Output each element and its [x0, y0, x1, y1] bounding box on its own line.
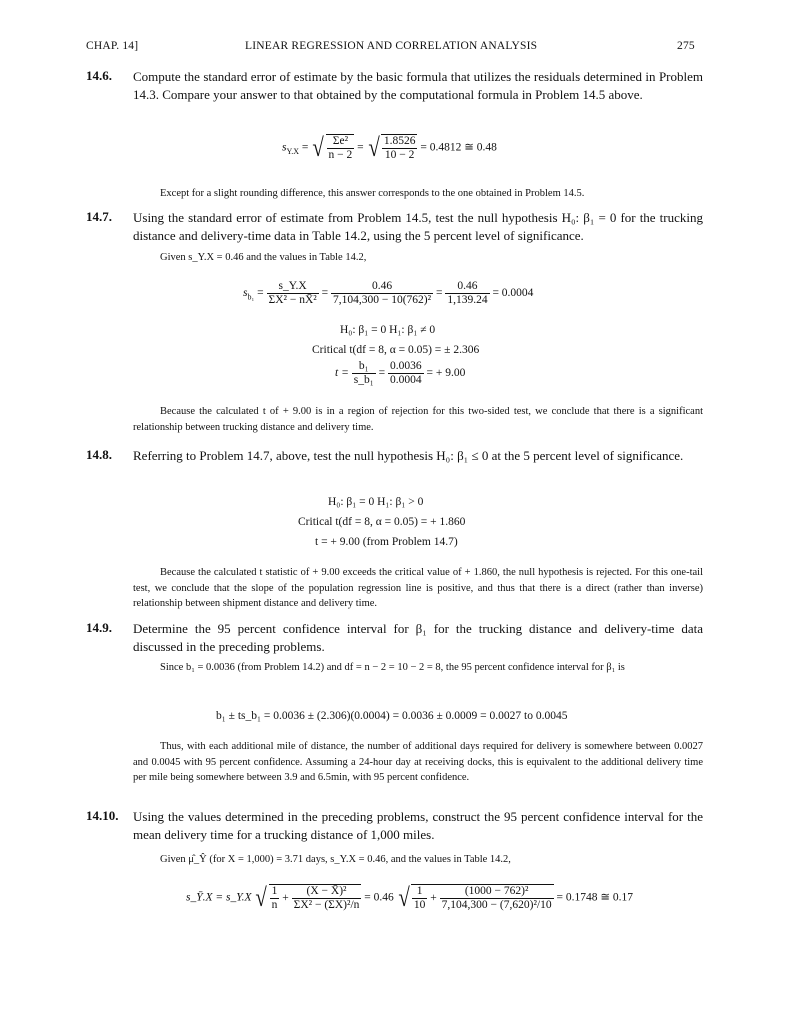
chapter-label: CHAP. 14]: [86, 40, 139, 52]
problem-number: 14.10.: [86, 808, 119, 823]
problem-number: 14.9.: [86, 620, 112, 635]
hypotheses-two-sided: H₀: β₁ = 0 H₁: β₁ ≠ 0: [340, 324, 436, 336]
page-number: 275: [677, 40, 695, 52]
solution-text: Because the calculated t of + 9.00 is in a region of rejection for this two-sided test, we conclude that there is a significant relationship between trucking distance and delivery time.: [133, 406, 703, 433]
problem-text: Compute the standard error of estimate by the basic formula that utilizes the residuals determined in Problem 14.3. Compare your answer to that obtained by the computational formula in Problem 14.5 above.: [133, 69, 703, 102]
problem-text: Using the standard error of estimate from Problem 14.5, test the null hypothesis H₀: β₁ = 0 for the trucking distance and delivery-time data in Table 14.2, using the 5 percent level of significance.: [133, 210, 703, 243]
problem-number: 14.6.: [86, 68, 112, 83]
equation-std-error-mean: s_Ȳ.X = s_Y.X √ $\frac{1}{n}$ + $\frac{\text{(X − X̄)²}}{\text{ΣX² − (ΣX)²/n}}$ = 0.46 √ $\frac{1}{10}$ + $\frac{\text{(1000 − 762)²}}{\text{7,104,300 − (7,620)²/10}}$ = 0.1748 ≅ 0.17: [186, 883, 633, 912]
equation-std-error-residuals: $s_{Y.X}$ = √ $\frac{\text{Σe²}}{n - 2}$ = √ $\frac{1.8526}{10 - 2}$ = 0.4812 ≅ 0.48: [282, 133, 497, 162]
given-text: Given s_Y.X = 0.46 and the values in Table 14.2,: [160, 252, 367, 263]
problem-number: 14.8.: [86, 447, 112, 462]
problem-number: 14.7.: [86, 209, 112, 224]
critical-value-two-sided: Critical t(df = 8, α = 0.05) = ± 2.306: [312, 344, 480, 356]
problem-text: Referring to Problem 14.7, above, test the null hypothesis H₀: β₁ ≤ 0 at the 5 percent level of significance.: [133, 448, 684, 463]
t-statistic-line: t = + 9.00 (from Problem 14.7): [315, 536, 458, 548]
solution-text: Except for a slight rounding difference, this answer corresponds to the one obtained in Problem 14.5.: [160, 188, 585, 199]
given-text: Given μ̂_Ŷ (for X = 1,000) = 3.71 days, s_Y.X = 0.46, and the values in Table 14.2,: [160, 854, 511, 865]
solution-text: Thus, with each additional mile of distance, the number of additional days required for delivery is somewhere between 0.0027 and 0.0045 with 95 percent confidence. Assuming a 24-hour day at receiving docks, this is equivalent to the additional delivery time per mile being somewhere between 3.9 and 6.5min, with 95 percent confidence.: [133, 741, 703, 783]
running-title: LINEAR REGRESSION AND CORRELATION ANALYSIS: [245, 40, 538, 52]
given-text: Since b₁ = 0.0036 (from Problem 14.2) and df = n − 2 = 10 − 2 = 8, the 95 percent confidence interval for β₁ is: [160, 662, 625, 673]
hypotheses-one-sided: H₀: β₁ = 0 H₁: β₁ > 0: [328, 496, 424, 508]
confidence-interval-equation: b₁ ± ts_b₁ = 0.0036 ± (2.306)(0.0004) = 0.0036 ± 0.0009 = 0.0027 to 0.0045: [216, 710, 568, 722]
critical-value-one-sided: Critical t(df = 8, α = 0.05) = + 1.860: [298, 516, 466, 528]
equation-std-error-slope: $s_{b_1}$ = $\frac{s\_Y.X}{\text{ΣX² − nX̄²}}$ = $\frac{0.46}{\text{7,104,300 − 10(762)²}}$ = $\frac{0.46}{1,139.24}$ = 0.0004: [243, 280, 534, 306]
problem-text: Using the values determined in the preceding problems, construct the 95 percent confidence interval for the mean delivery time for a trucking distance of 1,000 miles.: [133, 809, 703, 842]
problem-text: Determine the 95 percent confidence interval for β₁ for the trucking distance and delivery-time data discussed in the preceding problems.: [133, 621, 703, 654]
solution-text: Because the calculated t statistic of + 9.00 exceeds the critical value of + 1.860, the null hypothesis is rejected. For this one-tail test, we conclude that the slope of the population regression line is positive, and thus that there is a direct (rather than inverse) relationship between shipment distance and delivery time.: [133, 567, 703, 609]
t-statistic-equation: t = $\frac{\text{b₁}}{\text{s\_b₁}}$ = $\frac{0.0036}{0.0004}$ = + 9.00: [335, 360, 466, 386]
